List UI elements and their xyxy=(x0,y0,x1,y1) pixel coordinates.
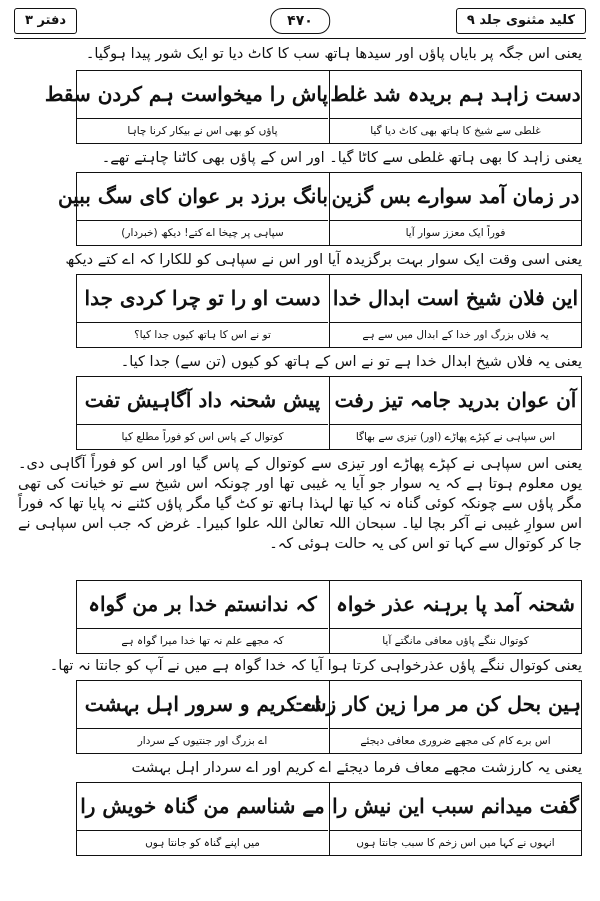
verse-1-right-persian: دست زاہد ہم بریدہ شد غلط xyxy=(330,82,581,106)
volume-label: دفتر ۳ xyxy=(14,8,77,34)
verse-2 xyxy=(58,172,582,246)
verse-4-right-persian: آن عوان بدرید جامہ تیز رفت xyxy=(334,388,577,412)
verse-3-left-persian: دست او را تو چرا کردی جدا xyxy=(84,286,321,310)
header-rule xyxy=(14,38,586,39)
paragraph-4: یعنی یہ فلاں شیخ ابدال خدا ہے تو نے اس کے ہاتھ کو کیوں (تن سے) جدا کیا۔ xyxy=(120,354,582,370)
verse-6-left-persian: اے کریم و سرور اہل بہشت xyxy=(84,692,321,716)
verse-5-left xyxy=(77,581,328,653)
verse-7-left-gloss: میں اپنے گناہ کو جانتا ہوں xyxy=(77,830,328,855)
verse-1-left-gloss: پاؤں کو بھی اس نے بیکار کرنا چاہا xyxy=(77,118,328,143)
verse-2-left xyxy=(58,173,328,245)
verse-6 xyxy=(76,680,582,754)
page-header xyxy=(14,8,586,34)
verse-6-left-gloss: اے بزرگ اور جنتیوں کے سردار xyxy=(77,728,328,753)
paragraph-6: یعنی کوتوال ننگے پاؤں عذرخواہی کرتا ہوا آیا کہ خدا گواہ ہے میں نے آپ کو جانتا نہ تھا۔ xyxy=(49,658,582,674)
page-number: ۴۷۰ xyxy=(270,8,330,34)
paragraph-1: یعنی اس جگہ پر بایاں پاؤں اور سیدھا ہاتھ سب کا کاٹ دیا تو ایک شور پیدا ہوگیا۔ xyxy=(85,46,582,62)
verse-3 xyxy=(76,274,582,348)
verse-7-left xyxy=(77,783,328,855)
book-title: کلید مثنوی جلد ۹ xyxy=(456,8,586,34)
paragraph-2: یعنی زاہد کا بھی ہاتھ غلطی سے کاٹا گیا۔ اور اس کے پاؤں بھی کاٹنا چاہتے تھے۔ xyxy=(101,150,582,166)
verse-1-right-gloss: غلطی سے شیخ کا ہاتھ بھی کاٹ دیا گیا xyxy=(330,118,581,143)
verse-4 xyxy=(76,376,582,450)
verse-7-left-persian: مے شناسم من گناہ خویش را xyxy=(80,794,325,818)
verse-2-right-gloss: فوراً ایک معزز سوار آیا xyxy=(330,220,581,245)
verse-4-left-gloss: کوتوال کے پاس اس کو فوراً مطلع کیا xyxy=(77,424,328,449)
verse-3-right-gloss: یہ فلاں بزرگ اور خدا کے ابدال میں سے ہے xyxy=(330,322,581,347)
verse-1-left xyxy=(44,71,328,143)
verse-5-right xyxy=(329,581,581,653)
verse-6-left xyxy=(77,681,328,753)
verse-7 xyxy=(76,782,582,856)
verse-6-right xyxy=(290,681,581,753)
paragraph-7: یعنی یہ کارزشت مجھے معاف فرما دیجئے اے کریم اور اے سردار اہل بہشت xyxy=(131,760,582,776)
verse-5-left-gloss: کہ مجھے علم نہ تھا خدا میرا گواہ ہے xyxy=(77,628,328,653)
verse-1 xyxy=(44,70,582,144)
verse-3-right xyxy=(329,275,581,347)
verse-1-left-persian: پاش را میخواست ہم کردن سقط xyxy=(44,82,328,106)
verse-5 xyxy=(76,580,582,654)
paragraph-5: یعنی اس سپاہی نے کپڑے پھاڑے اور تیزی سے کوتوال کے پاس گیا اور اس کو فوراً آگاہی دی۔ یوں معلوم ہوتا ہے کہ یہ سوار جو آیا یہ غیبی تھا اور چونکہ اس شیخ سے تو خیانت کی تھی مگر پاؤں سے چونکہ کوئی گناہ نہ کیا تھا لہذا ہاتھ تو کٹ گیا مگر پاؤں کٹنے نہ پایا تھا کہ فوراً اس سوارِ غیبی نے آکر بچا لیا۔ سبحان اللہ تعالیٰ اللہ علوا کبیرا۔ غرض کہ جب اس سپاہی نے جا کر کوتوال سے کہا تو اس کی یہ حالت ہوئی کہ۔ xyxy=(18,456,582,552)
verse-2-left-gloss: سپاہی پر چیخا اے کتے! دیکھ (خبردار) xyxy=(77,220,328,245)
verse-6-right-persian: ہین بحل کن مر مرا زین کار زشت xyxy=(290,692,581,716)
verse-5-right-gloss: کوتوال ننگے پاؤں معافی مانگتے آیا xyxy=(330,628,581,653)
verse-4-left xyxy=(77,377,328,449)
verse-4-right-gloss: اس سپاہی نے کپڑے پھاڑے (اور) تیزی سے بھاگا xyxy=(330,424,581,449)
verse-3-left-gloss: تو نے اس کا ہاتھ کیوں جدا کیا؟ xyxy=(77,322,328,347)
verse-4-left-persian: پیش شحنہ داد آگاہیش تفت xyxy=(84,388,321,412)
verse-2-right-persian: در زمان آمد سوارے بس گزین xyxy=(331,184,580,208)
verse-7-right-persian: گفت میدانم سبب این نیش را xyxy=(332,794,579,818)
verse-2-left-persian: بانگ برزد بر عوان کای سگ ببین xyxy=(58,184,328,208)
paragraph-3: یعنی اسی وقت ایک سوار بہت برگزیدہ آیا اور اس نے سپاہی کو للکارا کہ اے کتے دیکھ xyxy=(65,252,582,268)
verse-3-right-persian: این فلان شیخ است ابدال خدا xyxy=(332,286,579,310)
verse-2-right xyxy=(329,173,581,245)
verse-5-left-persian: کہ ندانستم خدا بر من گواہ xyxy=(88,592,317,616)
verse-5-right-persian: شحنہ آمد پا برہنہ عذر خواہ xyxy=(336,592,575,616)
verse-7-right xyxy=(329,783,581,855)
verse-3-left xyxy=(77,275,328,347)
verse-1-right xyxy=(329,71,581,143)
verse-4-right xyxy=(329,377,581,449)
verse-7-right-gloss: انہوں نے کہا میں اس زخم کا سبب جانتا ہوں xyxy=(330,830,581,855)
verse-6-right-gloss: اس برے کام کی مجھے ضروری معافی دیجئے xyxy=(330,728,581,753)
